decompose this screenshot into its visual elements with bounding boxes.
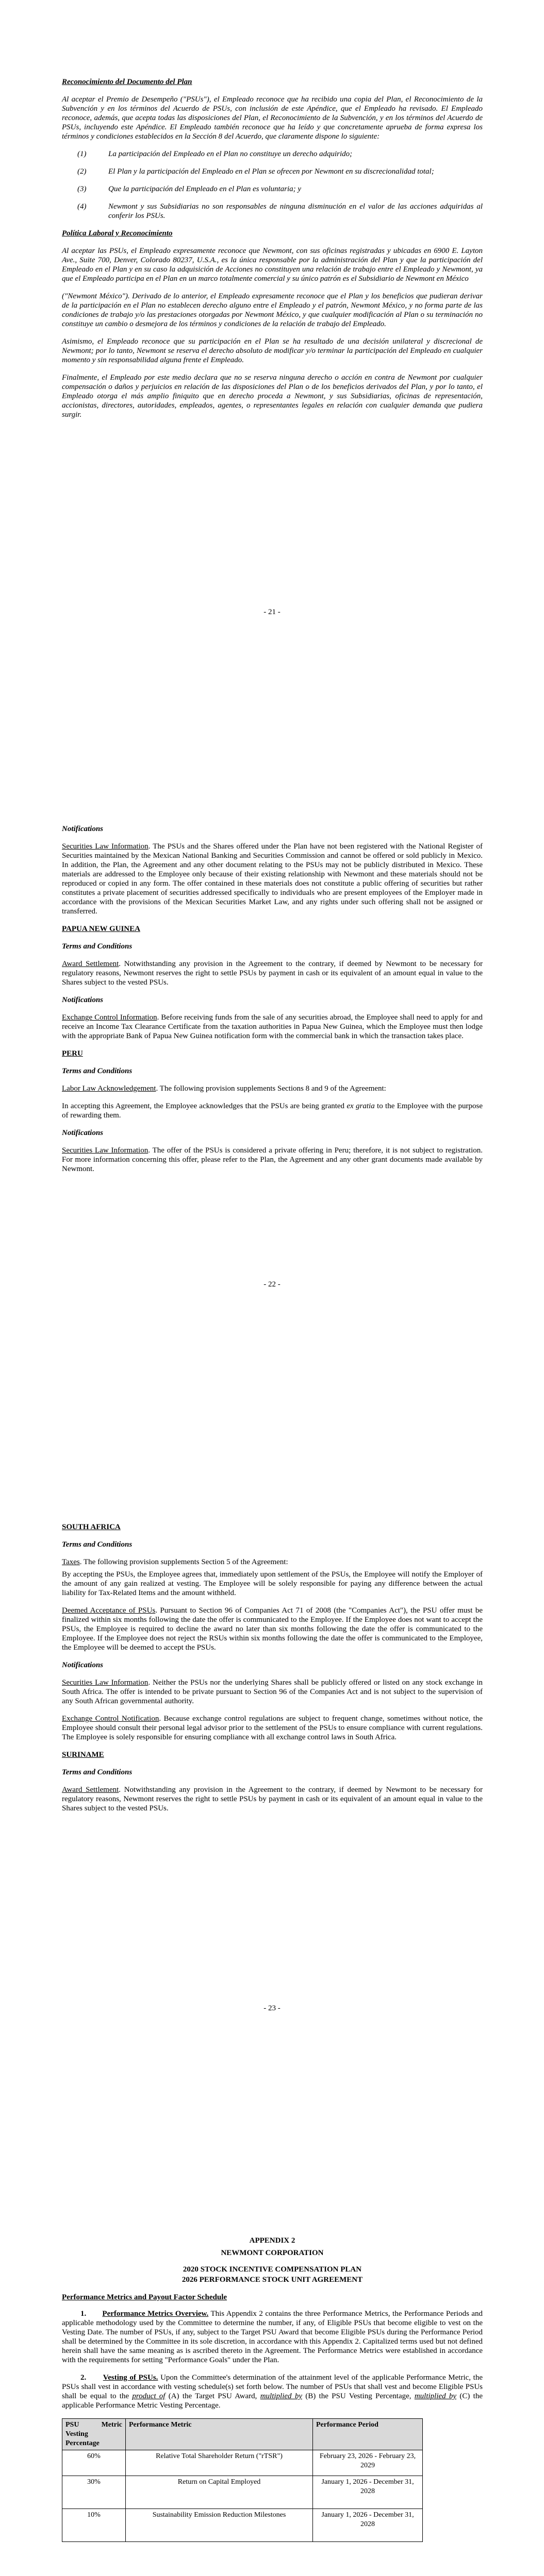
table-row — [62, 2509, 423, 2542]
plan-heading-2: 2026 PERFORMANCE STOCK UNIT AGREEMENT — [182, 2276, 363, 2284]
peru-labor-paragraph — [62, 1084, 483, 1093]
sa-exchange-paragraph — [62, 1714, 483, 1742]
header-performance-metric: Performance Metric — [126, 2419, 313, 2450]
page-number-21: - 21 - — [263, 608, 281, 616]
peru-labor-a: In accepting this Agreement, the Employee acknowledges that the PSUs are being granted — [62, 1102, 347, 1110]
png-exchange-text: . Before receiving funds from the sale of any securities abroad, the Employee shall need to apply for and receive an Income Tax Clearance Certificate from the taxation authorities in Papua New Guinea, which the Employee must then lodge with the appropriate Bank of Papua New Guinea notification form with the commercial bank in which the transaction takes place. — [62, 1013, 483, 1040]
sa-taxes-paragraph — [62, 1557, 483, 1567]
schedule-title: Performance Metrics and Payout Factor Schedule — [62, 2293, 227, 2301]
png-award-paragraph — [62, 959, 483, 987]
sa-deemed-label: Deemed Acceptance of PSUs — [62, 1606, 156, 1615]
peru-labor-text: . The following provision supplements Sections 8 and 9 of the Agreement: — [156, 1084, 386, 1093]
securities-label: Securities Law Information — [62, 842, 149, 851]
cell-metric: Return on Capital Employed — [126, 2476, 313, 2509]
page-21-content — [62, 77, 483, 428]
politica-para-1: Al aceptar las PSUs, el Empleado expresamente reconoce que Newmont, con sus oficinas registradas y ubicadas en 6900 E. Layton Ave., Suite 700, Denver, Colorado 80237, U.S.A., es la única responsable por la administración del Plan y que la participación del Empleado en el Plan y en su caso la adquisición de Acciones no constituyen una relación de trabajo entre el Empleado y Newmont, ya que el Empleado participa en el Plan en un marco totalmente comercial y su único patrón es el Subsidiario de Newmont en México — [62, 247, 483, 283]
section-2-text-c: (B) the PSU Vesting Percentage, — [302, 2392, 415, 2400]
list-item-4 — [77, 202, 483, 221]
peru-terms-heading: Terms and Conditions — [62, 1067, 133, 1075]
png-notifications-heading: Notifications — [62, 996, 104, 1004]
cell-percentage: 60% — [62, 2450, 126, 2476]
list-num: (3) — [77, 185, 87, 193]
png-terms-heading: Terms and Conditions — [62, 942, 133, 951]
peru-securities-paragraph — [62, 1146, 483, 1174]
section-1-number: 1. — [80, 2310, 87, 2318]
peru-labor-acceptance — [62, 1101, 483, 1120]
notifications-heading: Notifications — [62, 825, 104, 833]
cell-percentage: 30% — [62, 2476, 126, 2509]
suriname-terms-heading: Terms and Conditions — [62, 1768, 133, 1776]
header-performance-period: Performance Period — [313, 2419, 423, 2450]
sa-deemed-paragraph — [62, 1606, 483, 1652]
list-num: (2) — [77, 167, 87, 176]
table-row — [62, 2450, 423, 2476]
list-text: El Plan y la participación del Empleado en el Plan se ofrecen por Newmont en su discrecionalidad total; — [108, 167, 434, 176]
company-heading: NEWMONT CORPORATION — [221, 2249, 324, 2257]
png-award-label: Award Settlement — [62, 960, 119, 968]
peru-title: PERU — [62, 1049, 83, 1058]
cell-percentage: 10% — [62, 2509, 126, 2542]
page-24-content — [62, 2236, 483, 2542]
sa-deemed-text: . Pursuant to Section 96 of Companies Act 71 of 2008 (the "Companies Act"), the PSU offer must be finalized within six months following the date the offer is communicated to the Employee. If the Employee does not want to accept the PSUs, the Employee is required to decline the award no later than six months following the date the offer is communicated to the Employee. If the Employee does not reject the RSUs within six months following the date the offer is communicated to the Employee, the Employee will be deemed to accept the PSUs. — [62, 1606, 483, 1652]
securities-text: . The PSUs and the Shares offered under the Plan have not been registered with the National Register of Securities maintained by the Mexican National Banking and Securities Commission and cannot be offered or sold publicly in Mexico. In addition, the Plan, the Agreement and any other document relating to the PSUs may not be publicly distributed in Mexico. These materials are addressed to the Employee only because of their existing relationship with Newmont and these materials should not be reproduced or copied in any form. The offer contained in these materials does not constitute a public offering of securities but rather constitutes a private placement of securities addressed specifically to individuals who are present employees of the Employer made in accordance with the provisions of the Mexican Securities Market Law, and any rights under such offering shall not be assigned or transferred. — [62, 842, 483, 916]
sa-securities-label: Securities Law Information — [62, 1679, 149, 1687]
sa-exchange-text: . Because exchange control regulations are subject to frequent change, sometimes without notice, the Employee should consult their personal legal advisor prior to the settlement of the PSUs to ensure compliance with current regulations. The Employee is solely responsible for ensuring compliance with all exchange control laws in South Africa. — [62, 1715, 483, 1741]
plan-heading-1: 2020 STOCK INCENTIVE COMPENSATION PLAN — [183, 2265, 362, 2274]
sa-title: SOUTH AFRICA — [62, 1523, 121, 1531]
page-number-23: - 23 - — [263, 2004, 281, 2012]
cell-metric: Sustainability Emission Reduction Milestones — [126, 2509, 313, 2542]
sa-taxes-text: . The following provision supplements Section 5 of the Agreement: — [79, 1558, 288, 1566]
png-award-text: . Notwithstanding any provision in the Agreement to the contrary, if deemed by Newmont to be necessary for regulatory reasons, Newmont reserves the right to settle PSUs by payment in cash or its equivalent of an amount equal in value to the Shares subject to the vested PSUs. — [62, 960, 483, 987]
peru-labor-b: to the Employee with the purpose of rewarding them. — [62, 1102, 483, 1120]
page-23-content — [62, 1522, 483, 1821]
png-exchange-label: Exchange Control Information — [62, 1013, 157, 1022]
section-2-text-b: (A) the Target PSU Award, — [165, 2392, 260, 2400]
png-exchange-paragraph — [62, 1013, 483, 1041]
table-header-row — [62, 2419, 423, 2450]
mexico-securities-paragraph — [62, 842, 483, 916]
section-1-text: This Appendix 2 contains the three Performance Metrics, the Performance Periods and applicable methodology used by the Committee to determine the number, if any, of Eligible PSUs that become eligible to vest on the Vesting Date. The number of PSUs, if any, subject to the Target PSU Award that become Eligible PSUs during the Performance Period shall be determined by the Committee in its sole discretion, in accordance with this Appendix 2. Capitalized terms used but not defined herein shall have the same meaning as is ascribed thereto in the Agreement. The Performance Metrics were established in accordance with the requirements for setting "Performance Goals" under the Plan. — [62, 2310, 483, 2364]
cell-period: January 1, 2026 - December 31, 2028 — [313, 2476, 423, 2509]
sa-taxes-label: Taxes — [62, 1558, 80, 1566]
peru-labor-label: Labor Law Acknowledgement — [62, 1084, 156, 1093]
list-num: (4) — [77, 202, 87, 211]
peru-notifications-heading: Notifications — [62, 1129, 104, 1137]
metrics-overview-paragraph — [62, 2309, 483, 2365]
list-text: La participación del Empleado en el Plan no constituye un derecho adquirido; — [108, 150, 353, 158]
suriname-title: SURINAME — [62, 1751, 104, 1759]
suriname-award-paragraph — [62, 1785, 483, 1813]
table-row — [62, 2476, 423, 2509]
multiplied-by-term-2: multiplied by — [414, 2392, 457, 2400]
list-num: (1) — [77, 150, 87, 158]
politica-para-2: ("Newmont México"). Derivado de lo anterior, el Empleado expresamente reconoce que el Plan y los beneficios que pudieran derivar de la participación en el Plan no establecen derecho alguno entre el Empleado y el patrón, Newmont México, y no forma parte de las condiciones de trabajo y/o las prestaciones otorgadas por Newmont México, y que cualquier modificación al Plan o su terminación no constituye un cambio o desmejora de los términos y condiciones de la relación de trabajo del Empleado. — [62, 292, 483, 328]
cell-metric: Relative Total Shareholder Return ("rTSR") — [126, 2450, 313, 2476]
sa-terms-heading: Terms and Conditions — [62, 1540, 133, 1549]
png-title: PAPUA NEW GUINEA — [62, 925, 140, 933]
list-text: Newmont y sus Subsidiarias no son responsables de ninguna disminución en el valor de las acciones adquiridas al conferir los PSUs. — [108, 202, 483, 220]
list-item-2 — [77, 167, 483, 176]
intro-paragraph: Al aceptar el Premio de Desempeño ("PSUs"), el Empleado reconoce que ha recibido una copia del Plan, el Reconocimiento de la Subvención y en los términos del Acuerdo de PSUs, con inclusión de este Apéndice, que el Empleado ha revisado. El Empleado reconoce, además, que acepta todas las disposiciones del Plan, el Reconocimiento de la Subvención, y en los términos del Acuerdo de PSUs, incluyendo este Apéndice. El Empleado también reconoce que ha leído y que concretamente aprueba de forma expresa los términos y condiciones establecidos en la Sección 8 del Acuerdo, que claramente dispone lo siguiente: — [62, 95, 483, 141]
page-22-content — [62, 824, 483, 1182]
list-text: Que la participación del Empleado en el Plan es voluntaria; y — [108, 185, 302, 193]
sa-securities-text: . Neither the PSUs nor the underlying Shares shall be publicly offered or listed on any stock exchange in South Africa. The offer is intended to be private pursuant to Section 96 of the Companies Act and is not subject to the supervision of any South African governmental authority. — [62, 1679, 483, 1705]
product-of-term: product of — [132, 2392, 166, 2400]
peru-securities-label: Securities Law Information — [62, 1146, 149, 1155]
sa-securities-paragraph — [62, 1678, 483, 1706]
suriname-award-label: Award Settlement — [62, 1786, 119, 1794]
section-2-text-d: (C) the applicable Performance Metric Vesting Percentage. — [62, 2392, 483, 2410]
section-2-title: Vesting of PSUs. — [103, 2374, 158, 2382]
page-number-22: - 22 - — [263, 1280, 281, 1289]
section-title-politica: Política Laboral y Reconocimiento — [62, 229, 173, 238]
list-item-1 — [77, 149, 483, 159]
list-item-3 — [77, 184, 483, 194]
sa-exchange-label: Exchange Control Notification — [62, 1715, 159, 1723]
section-2-number: 2. — [80, 2374, 87, 2382]
sa-taxes-detail: By accepting the PSUs, the Employee agrees that, immediately upon settlement of the PSUs, the Employee will notify the Employer of the amount of any gain realized at vesting. The Employee will be solely responsible for paying any difference between the actual liability for Tax-Related Items and the amount withheld. — [62, 1570, 483, 1597]
section-2-text-a: Upon the Committee's determination of the attainment level of the applicable Performance Metric, the PSUs shall vest in accordance with vesting schedule(s) set forth below. The number of PSUs that shall vest and become Eligible PSUs shall be equal to the — [62, 2374, 483, 2400]
multiplied-by-term-1: multiplied by — [260, 2392, 302, 2400]
performance-metrics-table — [62, 2418, 423, 2542]
sa-notifications-heading: Notifications — [62, 1661, 104, 1669]
vesting-paragraph — [62, 2373, 483, 2410]
politica-para-3: Asimismo, el Empleado reconoce que su participación en el Plan se ha resultado de una decisión unilateral y discrecional de Newmont; por lo tanto, Newmont se reserva el derecho absoluto de modificar y/o terminar la participación del Empleado en cualquier momento y sin responsabilidad alguna frente el Empleado. — [62, 337, 483, 364]
appendix-heading: APPENDIX 2 — [249, 2236, 295, 2245]
politica-para-4: Finalmente, el Empleado por este medio declara que no se reserva ninguna derecho o acción en contra de Newmont por cualquier compensación o daños y perjuicios en relación de las disposiciones del Plan o de los beneficios derivados del Plan, y por lo tanto, el Empleado otorga el más amplio finiquito que en derecho proceda a Newmont, y sus Subsidiarias, oficinas de representación, accionistas, directores, autoridades, empleados, agentes, o representantes legales en relación con cualquier demanda que pudiera surgir. — [62, 374, 483, 419]
section-title-reconocimiento: Reconocimiento del Documento del Plan — [62, 78, 192, 86]
peru-labor-italic: ex gratia — [347, 1102, 375, 1110]
section-1-title: Performance Metrics Overview. — [102, 2310, 209, 2318]
header-vesting-percentage: PSU Metric Vesting Percentage — [62, 2419, 126, 2450]
peru-securities-text: . The offer of the PSUs is considered a private offering in Peru; therefore, it is not subject to registration. For more information concerning this offer, please refer to the Plan, the Agreement and any other grant documents made available by Newmont. — [62, 1146, 483, 1173]
cell-period: January 1, 2026 - December 31, 2028 — [313, 2509, 423, 2542]
suriname-award-text: . Notwithstanding any provision in the Agreement to the contrary, if deemed by Newmont to be necessary for regulatory reasons, Newmont reserves the right to settle PSUs by payment in cash or its equivalent of an amount equal in value to the Shares subject to the vested PSUs. — [62, 1786, 483, 1812]
cell-period: February 23, 2026 - February 23, 2029 — [313, 2450, 423, 2476]
